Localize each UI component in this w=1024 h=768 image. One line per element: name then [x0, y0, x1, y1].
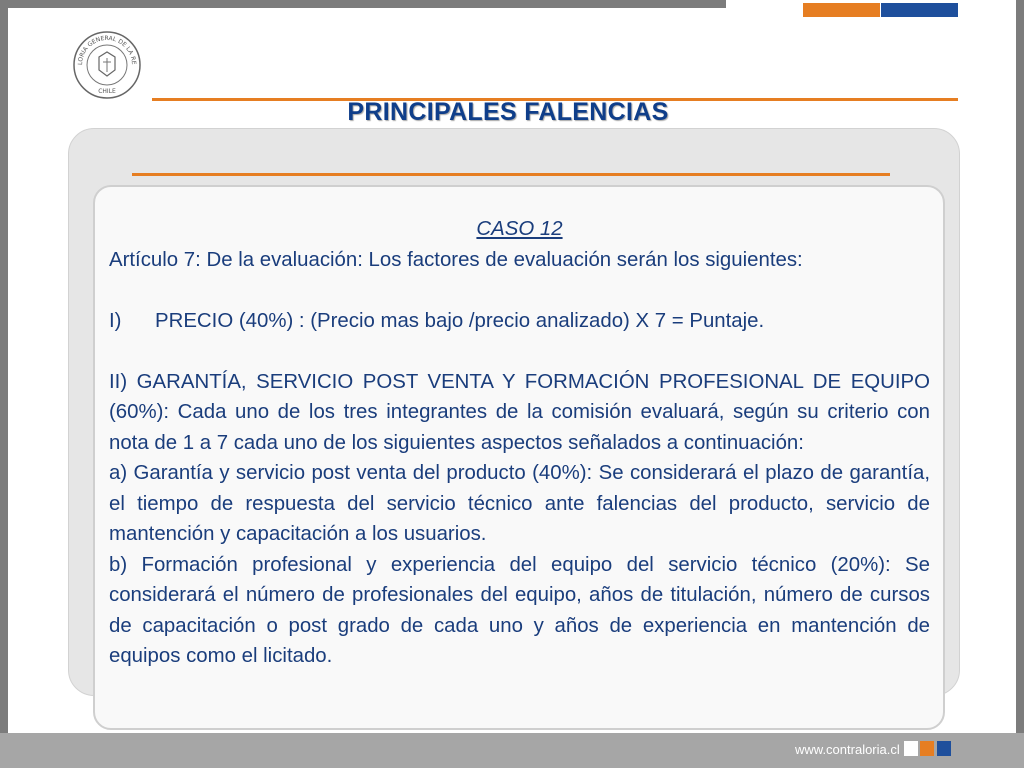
footer-url: www.contraloria.cl — [795, 742, 900, 757]
panel-divider-line — [132, 173, 890, 176]
criterion-item-1-text: PRECIO (40%) : (Precio mas bajo /precio analizado) X 7 = Puntaje. — [155, 309, 765, 332]
article-heading: Artículo 7: De la evaluación: Los factores de evaluación serán los siguientes: — [109, 248, 803, 271]
seal-ring-text: LORIA GENERAL DE LA RE — [76, 34, 138, 66]
seal-bottom-text: CHILE — [98, 88, 116, 95]
criterion-subitem-a: a) Garantía y servicio post venta del producto (40%): Se considerará el plazo de garantía, el tiempo de respuesta del servicio técnico ante falencias del producto, servicio de mantención y capacitación a los usuarios. — [109, 462, 930, 545]
right-frame-bar — [1016, 0, 1024, 768]
criterion-subitem-b: b) Formación profesional y experiencia del equipo del servicio técnico (20%): Se considerará el número de profesionales del equipo, años de titulación, número de cursos de capacitación o post grado de cada uno y años de experiencia en mantención de equipos como el licitado. — [109, 553, 930, 667]
criterion-item-2: II) GARANTÍA, SERVICIO POST VENTA Y FORMACIÓN PROFESIONAL DE EQUIPO (60%): Cada uno de los tres integrantes de la comisión evaluará, según su criterio con nota de 1 a 7 cada uno de los siguientes aspectos señalados a continuación: — [109, 370, 930, 454]
page-title: PRINCIPALES FALENCIAS — [347, 98, 669, 126]
top-orange-block — [803, 3, 880, 17]
seal-icon — [72, 30, 142, 100]
spacer — [109, 275, 930, 306]
spacer — [109, 336, 930, 367]
left-frame-bar — [0, 0, 8, 768]
criterion-item-1 — [109, 306, 930, 337]
footer-orange-square — [920, 741, 934, 756]
criterion-item-1-number: I) — [109, 309, 122, 332]
footer-blue-square — [937, 741, 951, 756]
top-blue-block — [881, 3, 958, 17]
footer-white-square — [904, 741, 918, 756]
case-title: CASO 12 — [476, 218, 563, 240]
document-content — [109, 214, 930, 672]
